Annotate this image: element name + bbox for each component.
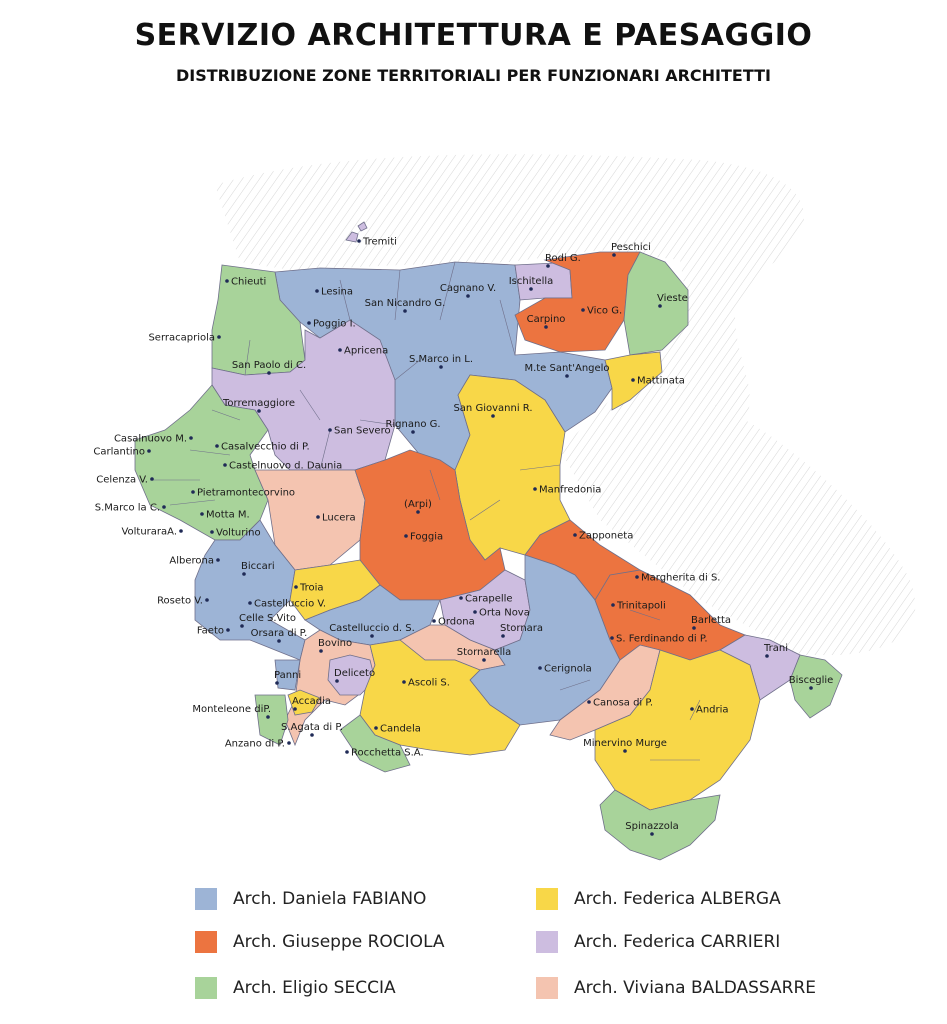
place-dot [179,529,183,533]
place-label: Spinazzola [625,821,679,832]
place-label: Lesina [321,286,354,298]
place-label: Panni [274,670,302,681]
legend-item-alberga [536,888,781,910]
place-label: Cerignola [544,663,592,675]
place-dot [635,575,639,579]
place-label: Poggio I. [313,318,356,330]
place-label: Apricena [344,345,389,357]
place-dot [225,279,229,283]
place-dot [335,679,339,683]
place-label: Vieste [657,293,688,304]
legend-item-carrieri [536,931,780,953]
place-dot [147,449,151,453]
place-dot [338,348,342,352]
place-label: Carlantino [93,446,145,458]
place-label: Mattinata [637,375,685,387]
place-label: Tremiti [363,236,397,248]
place-label: Candela [380,723,421,735]
place-dot [210,530,214,534]
place-label: Barletta [691,615,731,626]
place-dot [765,654,769,658]
place-dot [345,750,349,754]
place-label: S.Marco la C. [94,502,160,514]
place-label: Accadia [292,696,332,707]
place-label: Biccari [241,561,275,572]
place-dot [223,463,227,467]
place-dot [610,636,614,640]
place-label: Casalvecchio di P. [221,441,310,453]
place-dot [328,428,332,432]
legend-swatch-carrieri [536,931,558,953]
place-dot [459,596,463,600]
place-label: San Nicandro G. [364,298,446,309]
place-label: Monteleone diP. [192,704,271,715]
place-label: Serracapriola [148,332,215,344]
place-label: Celenza V. [96,474,148,486]
place-dot [287,741,291,745]
place-dot [612,253,616,257]
place-dot [216,558,220,562]
zone-seccia-bisceglie [790,655,842,718]
place-dot [546,264,550,268]
place-dot [248,601,252,605]
place-label: S. Ferdinando di P. [616,633,708,645]
place-label: Ordona [438,616,475,628]
place-label: Anzano di P. [224,738,285,750]
place-label: Castelnuovo d. Daunia [229,460,343,472]
place-label: Motta M. [206,509,250,521]
legend-swatch-seccia [195,977,217,999]
place-label: Lucera [322,512,356,524]
place-label: Bovino [318,638,353,649]
place-label: Faeto [196,625,224,637]
place-label: Peschici [611,242,651,253]
place-dot [658,304,662,308]
place-dot [482,658,486,662]
zone-seccia-monteleone [255,695,288,745]
legend-item-seccia [195,977,396,999]
place-dot [491,414,495,418]
place-dot [189,436,193,440]
place-label: Stornarella [456,647,512,658]
place-label: Castelluccio d. S. [329,623,415,634]
legend-item-baldassarre [536,977,816,999]
place-dot [402,680,406,684]
place-dot [310,733,314,737]
place-dot [150,477,154,481]
place-dot [162,505,166,509]
place-label: Casalnuovo M. [113,433,187,445]
place-label: Zapponeta [579,530,634,542]
place-label: Orsara di P. [250,628,308,639]
map-title: SERVIZIO ARCHITETTURA E PAESAGGIO [134,18,813,53]
place-label: (Arpi) [404,499,432,510]
place-dot [240,624,244,628]
legend-label-seccia: Arch. Eligio SECCIA [233,978,396,998]
place-dot [277,639,281,643]
place-dot [473,610,477,614]
place-label: VolturaraA. [121,526,177,538]
place-label: Ascoli S. [408,677,450,689]
legend-swatch-rociola [195,931,217,953]
place-label: S.Marco in L. [408,354,474,365]
place-dot [611,603,615,607]
place-dot [650,832,654,836]
place-dot [257,409,261,413]
place-dot [226,628,230,632]
place-dot [692,626,696,630]
place-dot [631,378,635,382]
place-label: Bisceglie [788,675,834,686]
place-dot [544,325,548,329]
place-label: Rodi G. [545,253,581,264]
place-dot [215,444,219,448]
place-dot [357,239,361,243]
place-dot [416,510,420,514]
place-dot [403,309,407,313]
place-dot [205,598,209,602]
place-dot [466,294,470,298]
place-label: Foggia [410,531,444,543]
place-dot [529,287,533,291]
place-dot [267,371,271,375]
place-label: Carpino [526,314,566,325]
place-dot [315,289,319,293]
place-dot [538,666,542,670]
place-label: Rignano G. [385,419,441,430]
place-label: S.Agata di P. [280,722,344,733]
legend-label-fabiano: Arch. Daniela FABIANO [233,889,427,909]
place-label: Orta Nova [479,607,530,619]
place-dot [242,572,246,576]
place-dot [501,634,505,638]
place-label: Roseto V. [157,595,203,607]
place-dot [374,726,378,730]
place-label: Deliceto [334,668,376,679]
place-label: Celle S.Vito [239,613,296,624]
place-label: Volturino [216,527,261,539]
place-dot [623,749,627,753]
place-dot [316,515,320,519]
place-label: San Severo [334,425,391,437]
place-label: Margherita di S. [641,572,721,584]
place-dot [809,686,813,690]
place-label: Trinitapoli [617,600,666,612]
place-dot [294,585,298,589]
legend-item-fabiano [195,888,426,910]
place-dot [565,374,569,378]
legend-swatch-alberga [536,888,558,910]
legend-item-rociola [195,931,445,953]
legend-label-baldassarre: Arch. Viviana BALDASSARRE [574,978,817,998]
place-dot [370,634,374,638]
place-label: Ischitella [508,276,554,287]
place-label: Vico G. [587,305,623,317]
place-dot [533,487,537,491]
place-dot [587,700,591,704]
place-dot [275,681,279,685]
place-dot [411,430,415,434]
place-dot [439,365,443,369]
legend-label-rociola: Arch. Giuseppe ROCIOLA [233,932,445,952]
place-label: Andria [696,704,729,716]
place-label: San Giovanni R. [453,403,533,414]
place-dot [293,707,297,711]
place-label: Canosa di P. [593,697,654,709]
place-dot [307,321,311,325]
place-label: Trani [764,643,788,654]
legend-swatch-baldassarre [536,977,558,999]
place-label: Cagnano V. [439,283,497,294]
place-label: M.te Sant'Angelo [524,363,610,374]
place-dot [266,715,270,719]
map-subtitle: DISTRIBUZIONE ZONE TERRITORIALI PER FUNZIONARI ARCHITETTI [175,66,771,85]
place-dot [404,534,408,538]
place-label: Chieuti [231,276,267,288]
place-dot [200,512,204,516]
place-label: Carapelle [465,593,513,605]
place-label: Torremaggiore [222,398,296,409]
legend-label-carrieri: Arch. Federica CARRIERI [574,932,781,952]
place-label: Pietramontecorvino [197,487,296,499]
legend-swatch-fabiano [195,888,217,910]
place-dot [191,490,195,494]
place-label: Troia [300,582,324,594]
place-dot [319,649,323,653]
place-label: San Paolo di C. [231,360,307,371]
place-label: Stornara [500,623,544,634]
place-label: Castelluccio V. [254,598,327,610]
place-label: Minervino Murge [583,738,667,749]
place-dot [432,619,436,623]
place-label: Manfredonia [539,484,602,496]
place-dot [217,335,221,339]
legend-label-alberga: Arch. Federica ALBERGA [574,889,781,909]
place-label: Alberona [169,555,214,567]
place-label: Rocchetta S.A. [351,747,424,759]
place-dot [581,308,585,312]
place-dot [573,533,577,537]
place-dot [690,707,694,711]
